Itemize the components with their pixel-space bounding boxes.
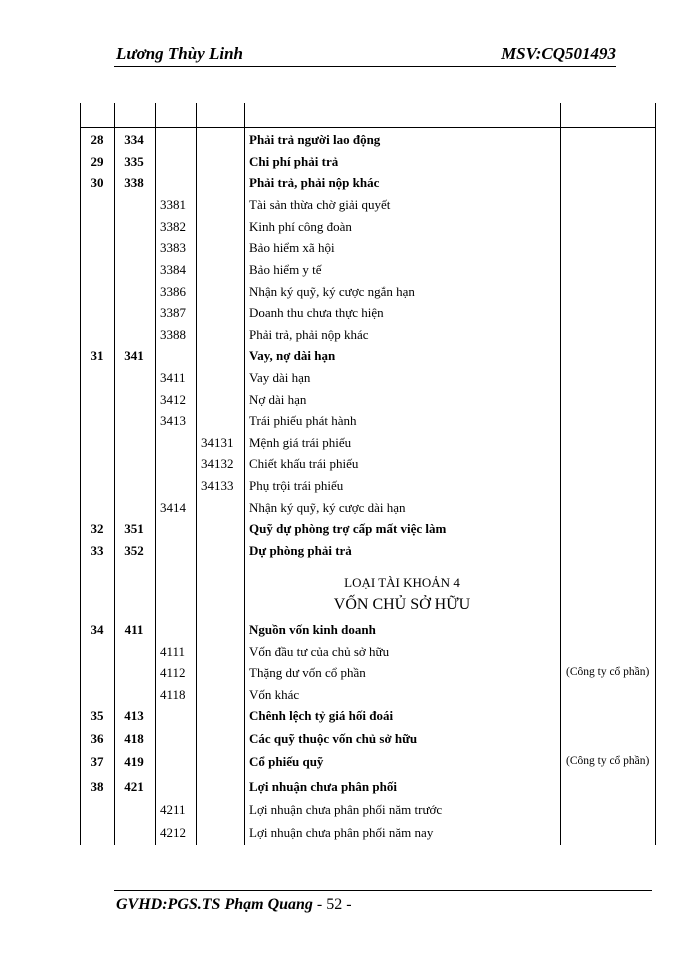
footer-rule (114, 890, 652, 891)
cell-name: Quỹ dự phòng trợ cấp mất việc làm (249, 521, 447, 536)
cell-note: (Công ty cổ phần) (566, 755, 650, 767)
table-row (80, 237, 655, 258)
table-row (80, 822, 655, 843)
table-row (80, 453, 655, 474)
table-row (80, 432, 655, 453)
cell-cap1: 411 (124, 622, 144, 637)
cell-name: Phải trả, phải nộp khác (249, 327, 369, 342)
cell-name: Nguồn vốn kinh doanh (249, 622, 376, 637)
table-row (80, 324, 655, 345)
cell-note: (Công ty cổ phần) (566, 666, 650, 678)
cell-name: Bảo hiểm xã hội (249, 240, 335, 255)
cell-cap2: 3388 (160, 327, 186, 342)
cell-name: Vay, nợ dài hạn (249, 348, 336, 363)
table-row (80, 619, 655, 640)
cell-cap2: 4211 (160, 802, 186, 817)
cell-cap2: 3387 (160, 305, 186, 320)
table-header-rule (80, 127, 655, 128)
cell-cap1: 419 (124, 754, 144, 769)
cell-name: Nợ dài hạn (249, 392, 307, 407)
cell-name: Lợi nhuận chưa phân phối (249, 779, 397, 794)
cell-cap2: 3382 (160, 219, 186, 234)
cell-name: Nhận ký quỹ, ký cược ngắn hạn (249, 284, 415, 299)
table-row (80, 367, 655, 388)
cell-name: Mệnh giá trái phiếu (249, 435, 352, 450)
table-row (80, 684, 655, 705)
table-row (80, 497, 655, 518)
table-col-border (655, 103, 656, 845)
cell-cap2: 3413 (160, 413, 186, 428)
cell-cap2: 3384 (160, 262, 186, 277)
cell-stt: 32 (90, 521, 104, 536)
cell-stt: 35 (90, 708, 104, 723)
cell-name: Vốn khác (249, 687, 300, 702)
cell-cap2: 3383 (160, 240, 186, 255)
cell-cap2: 4111 (160, 644, 186, 659)
cell-name: Thặng dư vốn cổ phần (249, 665, 366, 680)
cell-cap1: 338 (124, 175, 144, 190)
section-title: VỐN CHỦ SỞ HỮU (333, 596, 471, 613)
cell-cap2: 3386 (160, 284, 186, 299)
table-row (80, 345, 655, 366)
cell-name: Phải trả, phải nộp khác (249, 175, 380, 190)
table-row (80, 172, 655, 193)
table-row (80, 662, 655, 683)
table-row (80, 776, 655, 797)
cell-name: Cổ phiếu quỹ (249, 754, 324, 769)
cell-name: Bảo hiểm y tế (249, 262, 322, 277)
table-row (80, 259, 655, 280)
cell-name: Nhận ký quỹ, ký cược dài hạn (249, 500, 406, 515)
cell-cap1: 421 (124, 779, 144, 794)
footer-page-number: - 52 - (312, 896, 352, 913)
cell-name: Chi phí phải trả (249, 154, 339, 169)
cell-name: Các quỹ thuộc vốn chủ sở hữu (249, 731, 418, 746)
cell-cap2: 3411 (160, 370, 186, 385)
cell-cap3: 34132 (201, 456, 234, 471)
cell-stt: 29 (90, 154, 104, 169)
cell-name: Kinh phí công đoàn (249, 219, 352, 234)
cell-name: Tài sản thừa chờ giải quyết (249, 197, 391, 212)
cell-name: Doanh thu chưa thực hiện (249, 305, 384, 320)
cell-cap2: 3381 (160, 197, 186, 212)
cell-name: Chênh lệch tỷ giá hối đoái (249, 708, 394, 723)
table-row (80, 540, 655, 561)
table-row (80, 302, 655, 323)
cell-cap1: 413 (124, 708, 144, 723)
cell-cap1: 418 (124, 731, 144, 746)
footer (116, 896, 352, 914)
cell-name: Lợi nhuận chưa phân phối năm trước (249, 802, 443, 817)
section-type-label: LOẠI TÀI KHOẢN 4 (344, 575, 460, 590)
cell-name: Chiết khấu trái phiếu (249, 456, 359, 471)
cell-cap2: 3414 (160, 500, 186, 515)
cell-name: Lợi nhuận chưa phân phối năm nay (249, 825, 434, 840)
header-author: Lương Thùy Linh (116, 44, 244, 63)
header-student-id: MSV:CQ501493 (501, 44, 616, 63)
table-row (80, 728, 655, 749)
cell-stt: 36 (90, 731, 104, 746)
cell-cap1: 352 (124, 543, 144, 558)
cell-cap2: 4112 (160, 665, 186, 680)
cell-cap3: 34133 (201, 478, 234, 493)
header-rule (114, 66, 616, 67)
table-row (80, 389, 655, 410)
table-row (80, 216, 655, 237)
table-row (80, 518, 655, 539)
cell-name: Phải trả người lao động (249, 132, 381, 147)
table-row (80, 281, 655, 302)
cell-cap1: 335 (124, 154, 144, 169)
cell-stt: 34 (90, 622, 104, 637)
table-row (80, 641, 655, 662)
cell-stt: 31 (90, 348, 104, 363)
cell-name: Phụ trội trái phiếu (249, 478, 344, 493)
table-row (80, 410, 655, 431)
cell-cap2: 4212 (160, 825, 186, 840)
cell-name: Vay dài hạn (249, 370, 311, 385)
table-row (80, 475, 655, 496)
cell-name: Trái phiếu phát hành (249, 413, 357, 428)
table-row (80, 129, 655, 150)
cell-cap2: 4118 (160, 687, 186, 702)
cell-cap1: 351 (124, 521, 144, 536)
cell-stt: 38 (90, 779, 104, 794)
table-row (80, 705, 655, 726)
table-row (80, 751, 655, 772)
table-row (80, 799, 655, 820)
table-row (80, 194, 655, 215)
cell-stt: 33 (90, 543, 104, 558)
table-row (80, 151, 655, 172)
cell-stt: 37 (90, 754, 104, 769)
cell-stt: 28 (90, 132, 104, 147)
cell-cap3: 34131 (201, 435, 234, 450)
cell-cap1: 341 (124, 348, 144, 363)
cell-cap1: 334 (124, 132, 144, 147)
cell-name: Dự phòng phải trả (249, 543, 352, 558)
cell-stt: 30 (90, 175, 104, 190)
cell-cap2: 3412 (160, 392, 186, 407)
footer-supervisor: GVHD:PGS.TS Phạm Quang (116, 896, 313, 913)
cell-name: Vốn đầu tư của chủ sở hữu (249, 644, 390, 659)
